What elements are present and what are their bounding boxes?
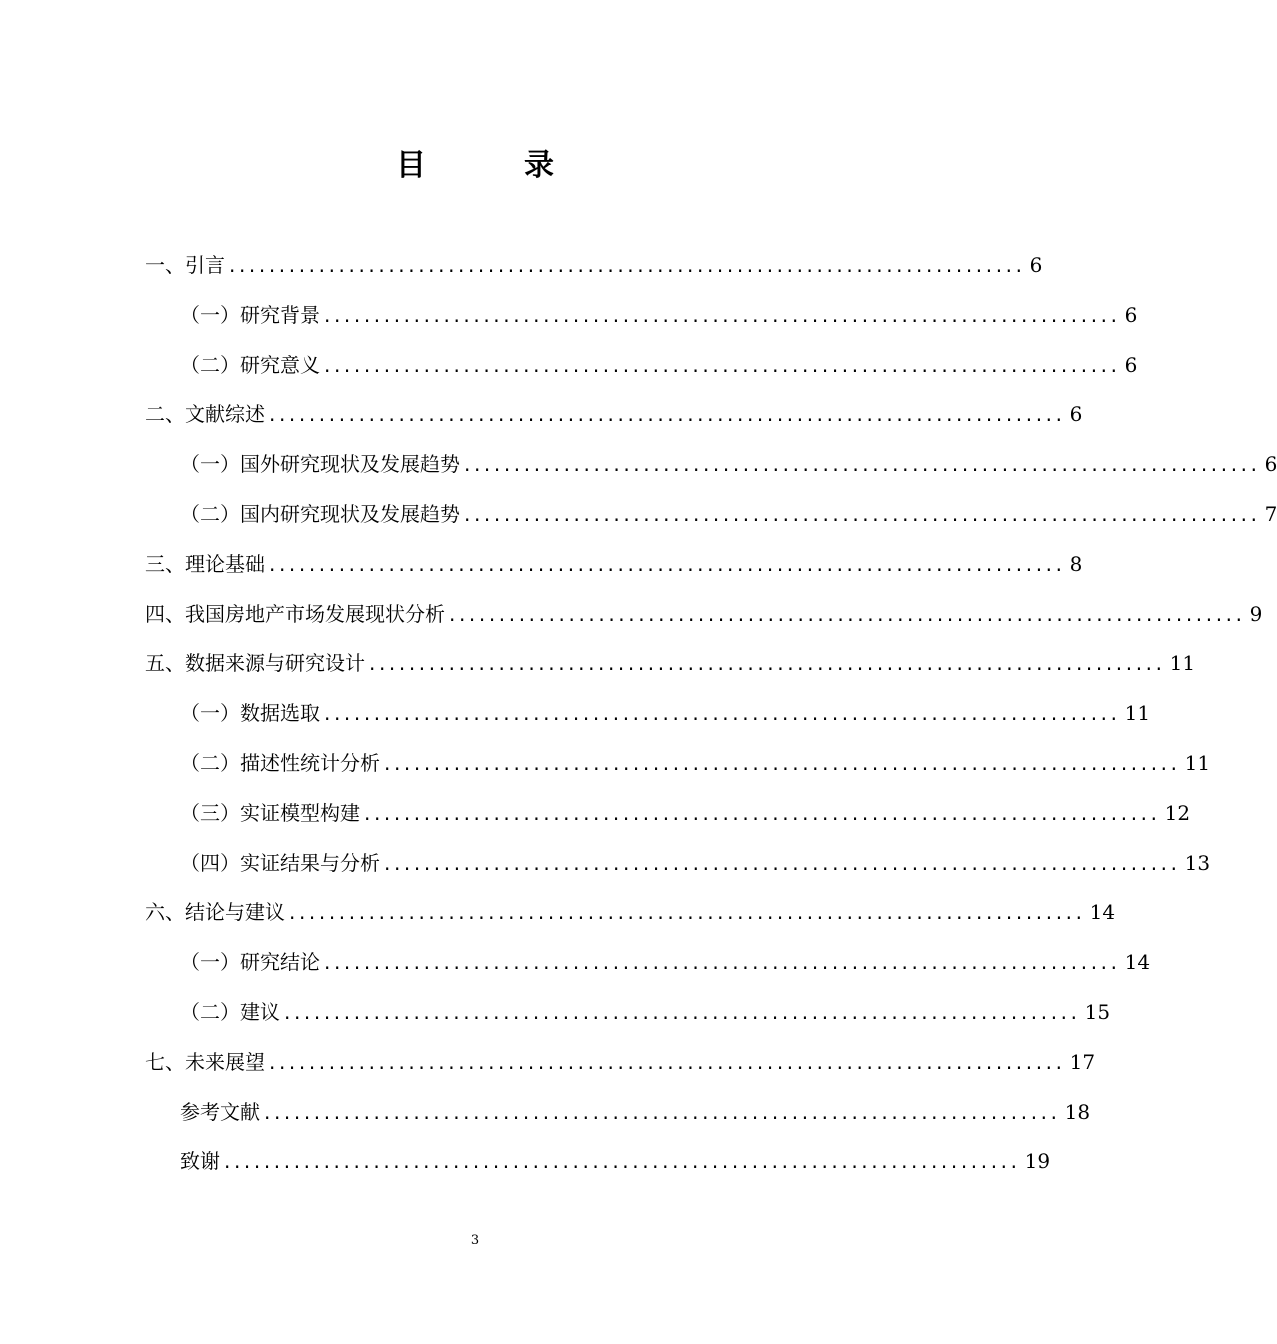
toc-entry-page-number: 8 [1069,551,1083,576]
toc-entry[interactable] [180,688,1151,738]
toc-entry-label: 六、结论与建议 [145,900,285,925]
toc-entry-label: （四）实证结果与分析 [180,850,380,875]
toc-entry[interactable] [180,1136,1051,1186]
toc-entry[interactable] [180,489,1277,539]
toc-entry[interactable] [180,1087,1091,1137]
toc-entry[interactable] [145,240,1043,290]
toc-entry-page-number: 6 [1069,402,1083,427]
toc-entry-label: 三、理论基础 [145,551,265,576]
toc-entry-label: （一）数据选取 [180,701,320,726]
toc-title: 目 录 [396,148,588,183]
toc-entry[interactable] [145,589,1263,639]
toc-entry[interactable] [145,1037,1096,1087]
toc-entry-page-number: 9 [1249,601,1263,626]
toc-dot-leader: ................................................................................ [324,302,1121,327]
toc-dot-leader: ................................................................................ [264,1099,1061,1124]
toc-dot-leader: ................................................................................ [384,850,1181,875]
toc-entry-page-number: 11 [1184,751,1211,775]
toc-dot-leader: ................................................................................ [269,551,1066,576]
toc-entry-label: （二）建议 [180,1000,280,1024]
toc-entry-label: 参考文献 [180,1099,260,1124]
toc-entry-page-number: 17 [1069,1049,1096,1074]
toc-entry-label: （二）国内研究现状及发展趋势 [180,502,460,526]
toc-entry-label: （三）实证模型构建 [180,800,360,825]
toc-dot-leader: ................................................................................ [229,253,1026,277]
toc-entry[interactable] [145,539,1083,589]
toc-entry-label: 致谢 [180,1149,220,1174]
toc-dot-leader: ................................................................................ [464,502,1261,526]
toc-dot-leader: ................................................................................ [384,751,1181,775]
toc-entry[interactable] [180,838,1211,888]
toc-entry-page-number: 12 [1164,800,1191,825]
toc-entry[interactable] [180,937,1151,987]
toc-entry-label: 二、文献综述 [145,402,265,427]
toc-dot-leader: ................................................................................ [364,800,1161,825]
toc-entry-label: （一）研究结论 [180,950,320,975]
toc-entry[interactable] [180,738,1211,788]
toc-entry-page-number: 6 [1264,452,1277,477]
toc-dot-leader: ................................................................................ [324,950,1121,975]
toc-entry-page-number: 11 [1124,701,1151,726]
toc-entry-page-number: 6 [1124,352,1138,377]
toc-entry[interactable] [145,638,1196,688]
toc-entry-label: 四、我国房地产市场发展现状分析 [145,601,445,626]
toc-entry-label: 五、数据来源与研究设计 [145,651,365,676]
toc-entry[interactable] [145,389,1083,439]
toc-entry-page-number: 15 [1084,1000,1111,1024]
toc-dot-leader: ................................................................................ [224,1149,1021,1174]
toc-entry-page-number: 14 [1124,950,1151,975]
toc-entry-label: （二）研究意义 [180,352,320,377]
toc-entry-page-number: 13 [1184,850,1211,875]
toc-dot-leader: ................................................................................ [289,900,1086,925]
toc-dot-leader: ................................................................................ [324,352,1121,377]
toc-dot-leader: ................................................................................ [269,402,1066,427]
toc-entry[interactable] [180,987,1111,1037]
toc-entry-page-number: 14 [1089,900,1116,925]
toc-entry-label: （一）国外研究现状及发展趋势 [180,452,460,477]
toc-entry-page-number: 18 [1064,1099,1091,1124]
toc-entry-label: （二）描述性统计分析 [180,751,380,775]
toc-dot-leader: ................................................................................ [369,651,1166,676]
page-number: 3 [470,1233,480,1248]
toc-dot-leader: ................................................................................ [284,1000,1081,1024]
toc-entry-page-number: 6 [1029,253,1043,277]
toc-dot-leader: ................................................................................ [324,701,1121,726]
toc-entry-label: （一）研究背景 [180,302,320,327]
toc-entry[interactable] [180,788,1191,838]
toc-entry[interactable] [180,439,1277,489]
toc-entry[interactable] [180,290,1138,340]
toc-entry-page-number: 6 [1124,302,1138,327]
toc-entry[interactable] [180,340,1138,390]
toc-dot-leader: ................................................................................ [449,601,1246,626]
toc-entry-page-number: 11 [1169,651,1196,676]
toc-dot-leader: ................................................................................ [464,452,1261,477]
toc-entry-page-number: 19 [1024,1149,1051,1174]
toc-dot-leader: ................................................................................ [269,1049,1066,1074]
toc-entry-label: 一、引言 [145,253,225,277]
toc-entry-page-number: 7 [1264,502,1277,526]
toc-entry-label: 七、未来展望 [145,1049,265,1074]
toc-entry[interactable] [145,887,1116,937]
